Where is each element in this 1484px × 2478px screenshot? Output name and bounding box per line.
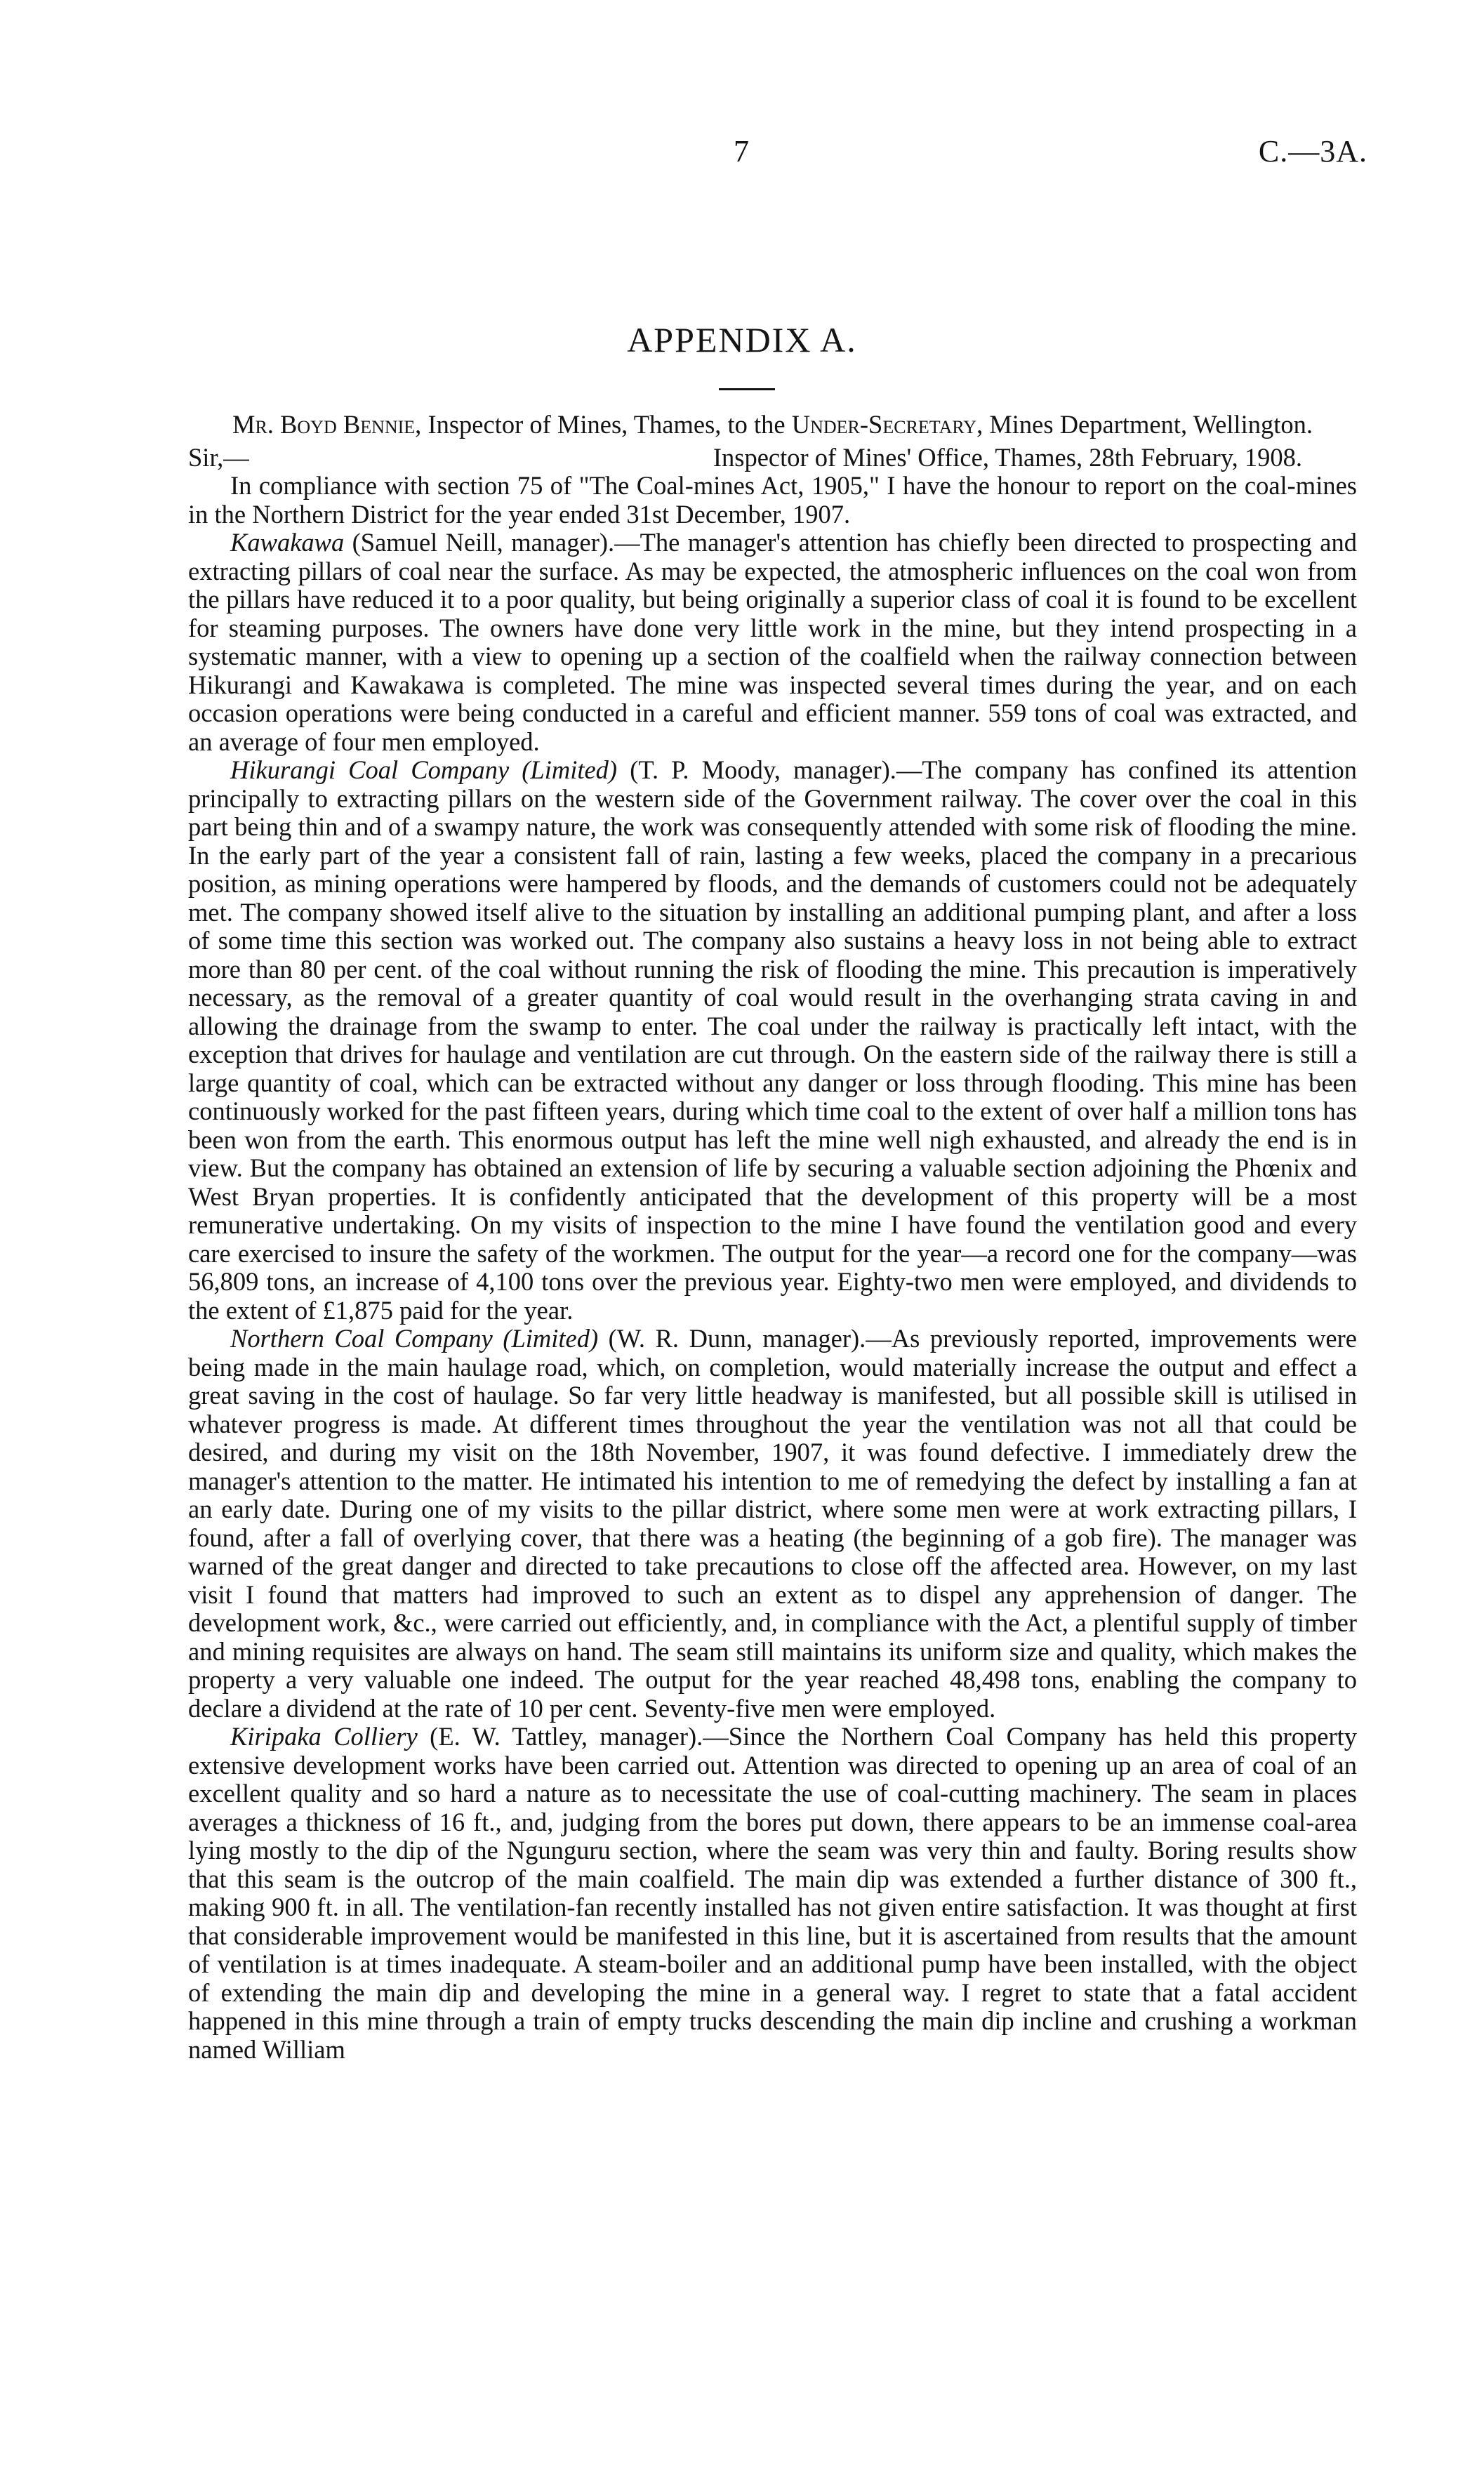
salutation: Sir,— bbox=[188, 442, 249, 472]
title-rule bbox=[719, 388, 775, 390]
paragraph-name: Kiripaka Colliery bbox=[230, 1722, 418, 1751]
paragraph-text: In compliance with section 75 of "The Coal-mines Act, 1905," I have the honour to report on the coal-mines in the Northern District for the year ended 31st December, 1907. bbox=[188, 471, 1357, 529]
page-number: 7 bbox=[734, 134, 749, 168]
letter-heading-end: Mines Department, Wellington. bbox=[983, 410, 1313, 439]
paragraph-hikurangi bbox=[188, 756, 1357, 1325]
paragraph-kiripaka bbox=[188, 1723, 1357, 2064]
letter-from: Mr. Boyd Bennie, bbox=[232, 410, 422, 439]
paragraph-intro bbox=[188, 472, 1357, 529]
paragraph-name: Hikurangi Coal Company (Limited) bbox=[230, 755, 618, 784]
letter-to: Under-Secretary, bbox=[791, 410, 983, 439]
paragraph-name: Kawakawa bbox=[230, 528, 345, 557]
paragraph-text: (E. W. Tattley, manager).—Since the Northern Coal Company has held this property extensive development works have been carried out. Attention was directed to opening up an area of coal of an excellent quality and so hard a nature as to necessitate the use of coal-cutting machinery. The seam in places averages a thickness of 16 ft., and, judging from the bores put down, there appears to be an immense coal-area lying mostly to the dip of the Ngunguru section, where the seam was very thin and faulty. Boring results show that this seam is the outcrop of the main coalfield. The main dip was extended a further distance of 300 ft., making 900 ft. in all. The ventilation-fan recently installed has not given entire satisfaction. It was thought at first that considerable improvement would be manifested in this line, but it is ascertained from results that the amount of ventilation is at times inadequate. A steam-boiler and an additional pump have been installed, with the object of extending the main dip and developing the mine in a general way. I regret to state that a fatal accident happened in this mine through a train of empty trucks descending the main dip incline and crushing a workman named William bbox=[188, 1722, 1358, 2064]
appendix-title: APPENDIX A. bbox=[627, 320, 857, 359]
letter-heading-middle: Inspector of Mines, Thames, to the bbox=[421, 410, 792, 439]
document-reference: C.—3A. bbox=[1258, 134, 1367, 168]
paragraph-text: (Samuel Neill, manager).—The manager's attention has chiefly been directed to prospecting and extracting pillars of coal near the surface. As may be expected, the atmospheric influences on the coal won from the pillars have reduced it to a poor quality, but being originally a superior class of coal it is found to be excellent for steaming purposes. The owners have done very little work in the mine, but they intend prospecting in a systematic manner, with a view to opening up a section of the coalfield when the railway connection between Hikurangi and Kawakawa is completed. The mine was inspected several times during the year, and on each occasion operations were being conducted in a careful and efficient manner. 559 tons of coal was extracted, and an average of four men employed. bbox=[188, 528, 1357, 756]
salutation-line bbox=[188, 444, 1357, 472]
paragraph-kawakawa bbox=[188, 529, 1357, 756]
page-header bbox=[0, 133, 1484, 175]
paragraph-text: (W. R. Dunn, manager).—As previously reported, improvements were being made in the main haulage road, which, on completion, would materially increase the output and effect a great saving in the cost of haulage. So far very little headway is manifested, but all possible skill is utilised in whatever progress is made. At different times throughout the year the ventilation was not all that could be desired, and during my visit on the 18th November, 1907, it was found defective. I immediately drew the manager's attention to the matter. He intimated his intention to me of remedying the defect by installing a fan at an early date. During one of my visits to the pillar district, where some men were at work extracting pillars, I found, after a fall of overlying cover, that there was a heating (the beginning of a gob fire). The manager was warned of the great danger and directed to take precautions to close off the affected area. However, on my last visit I found that matters had improved to such an extent as to dispel any apprehension of danger. The development work, &c., were carried out efficiently, and, in compliance with the Act, a plentiful supply of timber and mining requisites are always on hand. The seam still maintains its uniform size and quality, which makes the property a very valuable one indeed. The output for the year reached 48,498 tons, enabling the company to declare a dividend at the rate of 10 per cent. Seventy-five men were employed. bbox=[188, 1324, 1357, 1723]
letter-body bbox=[188, 411, 1357, 2064]
paragraph-text: (T. P. Moody, manager).—The company has confined its attention principally to extracting pillars on the western side of the Government railway. The cover over the coal in this part being thin and of a swampy nature, the work was consequently attended with some risk of flooding the mine. In the early part of the year a consistent fall of rain, lasting a few weeks, placed the company in a precarious position, as mining operations were hampered by floods, and the demands of customers could not be adequately met. The company showed itself alive to the situation by installing an additional pumping plant, and after a loss of some time this section was worked out. The company also sustains a heavy loss in not being able to extract more than 80 per cent. of the coal without running the risk of flooding the mine. This precaution is imperatively necessary, as the removal of a greater quantity of coal would result in the overhanging strata caving in and allowing the drainage from the swamp to enter. The coal under the railway is practically left intact, with the exception that drives for haulage and ventilation are cut through. On the eastern side of the railway there is still a large quantity of coal, which can be extracted without any danger or loss through flooding. This mine has been continuously worked for the past fifteen years, during which time coal to the extent of over half a million tons has been won from the earth. This enormous output has left the mine well nigh exhausted, and already the end is in view. But the company has obtained an extension of life by securing a valuable section adjoining the Phœnix and West Bryan properties. It is confidently anticipated that the development of this property will be a most remunerative undertaking. On my visits of inspection to the mine I have found the ventilation good and every care exercised to insure the safety of the workmen. The output for the year—a record one for the company—was 56,809 tons, an increase of 4,100 tons over the previous year. Eighty-two men were employed, and dividends to the extent of £1,875 paid for the year. bbox=[188, 755, 1357, 1325]
place-date: Inspector of Mines' Office, Thames, 28th February, 1908. bbox=[713, 442, 1302, 472]
paragraph-name: Northern Coal Company (Limited) bbox=[230, 1324, 599, 1353]
paragraph-northern bbox=[188, 1325, 1357, 1723]
letter-heading bbox=[188, 411, 1357, 439]
